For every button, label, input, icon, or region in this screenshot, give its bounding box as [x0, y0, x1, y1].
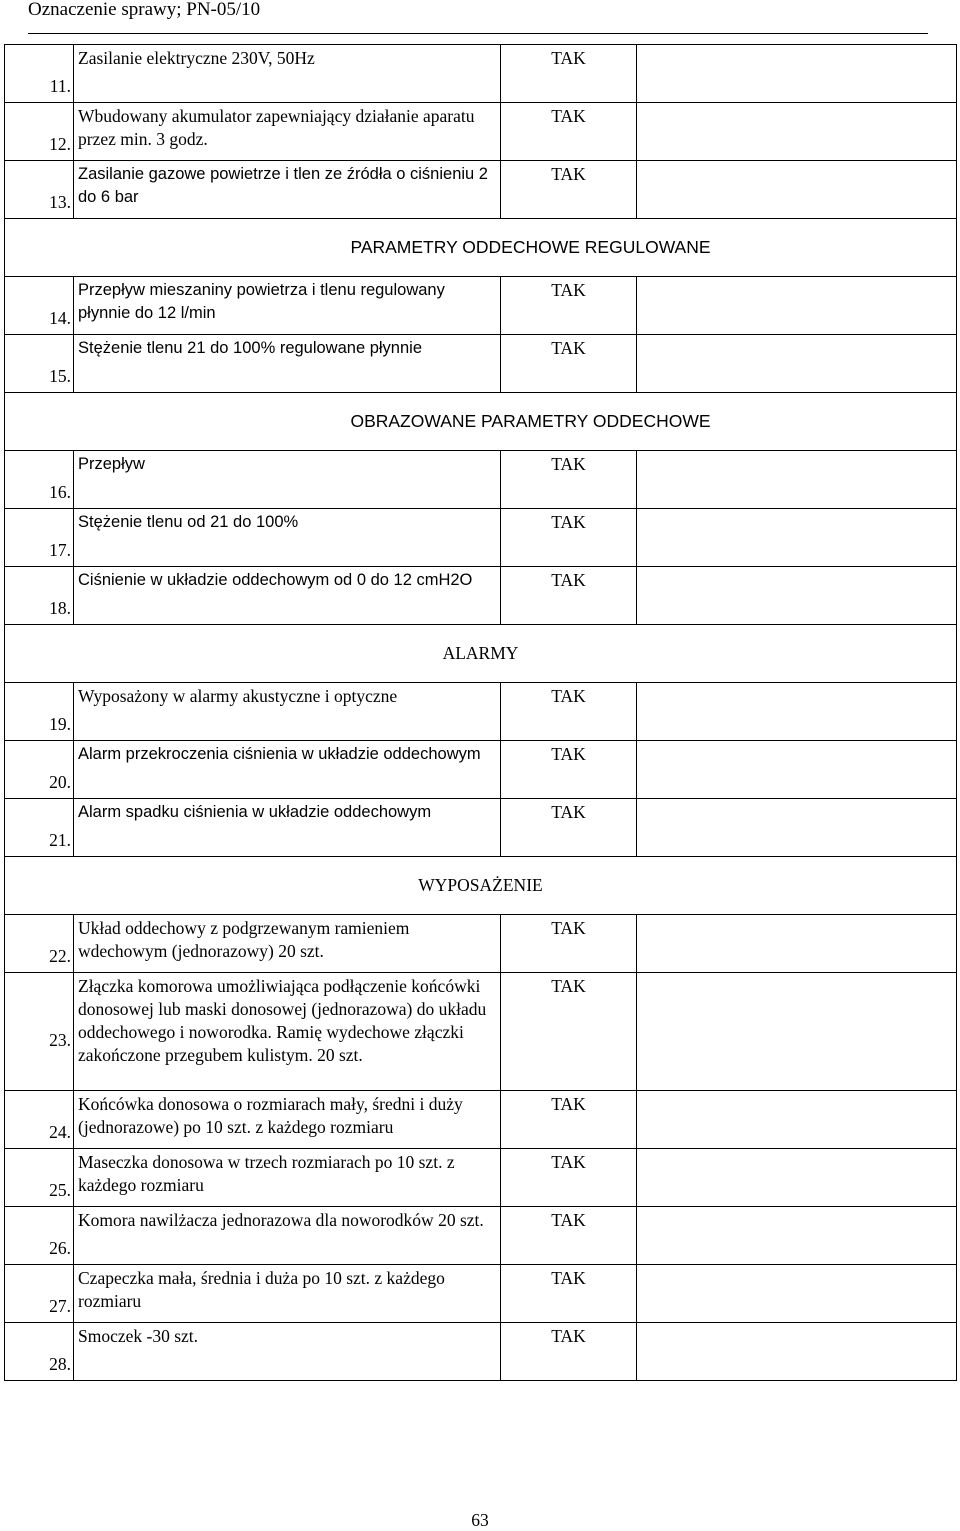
row-description: Stężenie tlenu od 21 do 100%	[74, 509, 501, 567]
row-offer-cell	[637, 45, 957, 103]
row-offer-cell	[637, 799, 957, 857]
section-title	[5, 393, 957, 451]
table-row	[5, 915, 957, 973]
row-offer-cell	[637, 741, 957, 799]
row-value: TAK	[501, 567, 637, 625]
row-value: TAK	[501, 1149, 637, 1207]
row-offer-cell	[637, 161, 957, 219]
row-value: TAK	[501, 103, 637, 161]
row-description: Zasilanie gazowe powietrze i tlen ze źródła o ciśnieniu 2 do 6 bar	[74, 161, 501, 219]
row-description: Czapeczka mała, średnia i duża po 10 szt. z każdego rozmiaru	[74, 1265, 501, 1323]
row-offer-cell	[637, 683, 957, 741]
row-description: Końcówka donosowa o rozmiarach mały, średni i duży (jednorazowe) po 10 szt. z każdego rozmiaru	[74, 1091, 501, 1149]
table-row	[5, 1323, 957, 1381]
section-header-row	[5, 857, 957, 915]
row-number: 18.	[5, 567, 74, 625]
row-offer-cell	[637, 1091, 957, 1149]
section-title	[5, 625, 957, 683]
section-title-text: WYPOSAŻENIE	[418, 875, 543, 895]
section-header-row	[5, 625, 957, 683]
row-number: 17.	[5, 509, 74, 567]
row-number: 26.	[5, 1207, 74, 1265]
row-description: Złączka komorowa umożliwiająca podłączenie końcówki donosowej lub maski donosowej (jednorazowa) do układu oddechowego i noworodka. Ramię wydechowe złączki zakończone przegubem kulistym. 20 szt.	[74, 973, 501, 1091]
row-value: TAK	[501, 509, 637, 567]
row-value: TAK	[501, 451, 637, 509]
row-value: TAK	[501, 45, 637, 103]
row-number: 11.	[5, 45, 74, 103]
specification-table	[4, 44, 957, 1381]
row-value: TAK	[501, 1265, 637, 1323]
row-offer-cell	[637, 1207, 957, 1265]
section-title-text: OBRAZOWANE PARAMETRY ODDECHOWE	[350, 411, 711, 431]
table-row	[5, 45, 957, 103]
row-offer-cell	[637, 509, 957, 567]
row-offer-cell	[637, 1149, 957, 1207]
table-row	[5, 509, 957, 567]
row-number: 28.	[5, 1323, 74, 1381]
row-offer-cell	[637, 973, 957, 1091]
row-number: 19.	[5, 683, 74, 741]
table-row	[5, 277, 957, 335]
section-header-row	[5, 219, 957, 277]
table-row	[5, 103, 957, 161]
row-offer-cell	[637, 567, 957, 625]
row-value: TAK	[501, 915, 637, 973]
page-number: 63	[471, 1510, 489, 1530]
row-description: Wyposażony w alarmy akustyczne i optyczne	[74, 683, 501, 741]
row-value: TAK	[501, 277, 637, 335]
row-value: TAK	[501, 683, 637, 741]
table-row	[5, 1207, 957, 1265]
table-row	[5, 567, 957, 625]
row-number: 20.	[5, 741, 74, 799]
row-description: Wbudowany akumulator zapewniający działanie aparatu przez min. 3 godz.	[74, 103, 501, 161]
row-description: Smoczek -30 szt.	[74, 1323, 501, 1381]
table-row	[5, 161, 957, 219]
row-number: 16.	[5, 451, 74, 509]
row-offer-cell	[637, 277, 957, 335]
row-number: 15.	[5, 335, 74, 393]
row-value: TAK	[501, 1207, 637, 1265]
row-description: Przepływ mieszaniny powietrza i tlenu regulowany płynnie do 12 l/min	[74, 277, 501, 335]
row-value: TAK	[501, 741, 637, 799]
row-value: TAK	[501, 973, 637, 1091]
row-number: 25.	[5, 1149, 74, 1207]
row-number: 13.	[5, 161, 74, 219]
row-value: TAK	[501, 799, 637, 857]
row-value: TAK	[501, 1323, 637, 1381]
table-row	[5, 683, 957, 741]
row-number: 23.	[5, 973, 74, 1091]
row-number: 24.	[5, 1091, 74, 1149]
table-row	[5, 335, 957, 393]
row-description: Zasilanie elektryczne 230V, 50Hz	[74, 45, 501, 103]
row-description: Przepływ	[74, 451, 501, 509]
table-row	[5, 799, 957, 857]
section-title	[5, 857, 957, 915]
row-description: Układ oddechowy z podgrzewanym ramieniem wdechowym (jednorazowy) 20 szt.	[74, 915, 501, 973]
row-offer-cell	[637, 103, 957, 161]
row-value: TAK	[501, 1091, 637, 1149]
row-offer-cell	[637, 335, 957, 393]
row-value: TAK	[501, 161, 637, 219]
section-title	[5, 219, 957, 277]
section-header-row	[5, 393, 957, 451]
section-title-text: PARAMETRY ODDECHOWE REGULOWANE	[350, 237, 711, 257]
header-rule	[28, 33, 928, 34]
row-offer-cell	[637, 1323, 957, 1381]
table-row	[5, 451, 957, 509]
row-description: Ciśnienie w układzie oddechowym od 0 do 12 cmH2O	[74, 567, 501, 625]
row-offer-cell	[637, 915, 957, 973]
row-number: 22.	[5, 915, 74, 973]
row-number: 14.	[5, 277, 74, 335]
document-reference: Oznaczenie sprawy; PN-05/10	[28, 0, 261, 20]
row-number: 27.	[5, 1265, 74, 1323]
table-row	[5, 1091, 957, 1149]
row-value: TAK	[501, 335, 637, 393]
row-number: 12.	[5, 103, 74, 161]
row-offer-cell	[637, 1265, 957, 1323]
table-row	[5, 1149, 957, 1207]
section-title-text: ALARMY	[442, 643, 519, 663]
table-row	[5, 973, 957, 1091]
table-row	[5, 1265, 957, 1323]
table-row	[5, 741, 957, 799]
row-description: Stężenie tlenu 21 do 100% regulowane płynnie	[74, 335, 501, 393]
row-number: 21.	[5, 799, 74, 857]
row-description: Alarm przekroczenia ciśnienia w układzie oddechowym	[74, 741, 501, 799]
row-offer-cell	[637, 451, 957, 509]
row-description: Komora nawilżacza jednorazowa dla noworodków 20 szt.	[74, 1207, 501, 1265]
row-description: Alarm spadku ciśnienia w układzie oddechowym	[74, 799, 501, 857]
row-description: Maseczka donosowa w trzech rozmiarach po 10 szt. z każdego rozmiaru	[74, 1149, 501, 1207]
